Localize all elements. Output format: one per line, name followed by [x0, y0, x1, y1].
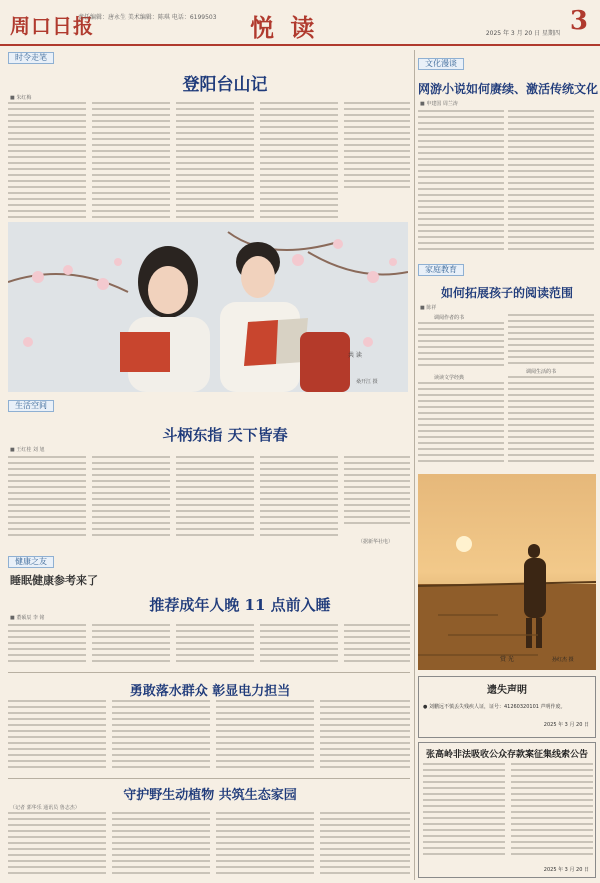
photo-credit: 孙红杰 摄	[552, 657, 574, 663]
health-body-col4	[260, 624, 338, 668]
public-notice-date: 2025 年 3 月 20 日	[543, 867, 589, 873]
wildlife-body-col2	[112, 812, 210, 880]
family-body-col1a	[418, 322, 504, 370]
health-body-col1	[8, 624, 86, 668]
section-tag-culture: 文化漫谈	[418, 58, 464, 70]
photo-credit: 桑开江 摄	[356, 379, 378, 385]
article-byline: ■ 董硕辰 李 铭	[10, 615, 45, 621]
family-body-col1b	[418, 382, 504, 468]
rescue-body-col1	[8, 700, 106, 774]
health-body-col3	[176, 624, 254, 668]
wildlife-body-col4	[320, 812, 410, 880]
article-title-webnovel: 网游小说如何赓续、激活传统文化	[418, 82, 599, 96]
photo-title: 共 读	[348, 352, 362, 359]
article-title-dengyangtai: 登阳台山记	[182, 75, 268, 95]
article-byline: ■ 王红桂 刘 旭	[10, 447, 45, 453]
article-body-col2	[92, 102, 170, 220]
webnovel-body-col2	[508, 110, 594, 256]
masthead-meta: 责任编辑：唐永生 美术编辑：陈琪 电话：6199503	[78, 14, 217, 21]
lost-notice-body: ● 刘鹏远不慎丢失残疾人证，证号：41260320101 声明作废。	[423, 704, 566, 710]
article-byline: ■ 申建国 周兰涛	[420, 101, 458, 107]
rescue-body-col4	[320, 700, 410, 774]
divider	[8, 672, 410, 673]
article-body-col4	[260, 102, 338, 220]
notice-body-col1	[423, 763, 505, 863]
article-body-col1	[8, 102, 86, 220]
life-body-col2	[92, 456, 170, 544]
health-body-col5	[344, 624, 410, 668]
public-notice-box	[418, 742, 596, 878]
column-divider	[414, 50, 415, 880]
life-body-col1	[8, 456, 86, 544]
article-title-dougbing: 斗柄东指 天下皆春	[162, 426, 288, 444]
section-tag-seasons: 时令走笔	[8, 52, 54, 64]
rescue-body-col3	[216, 700, 314, 774]
section-tag-health: 健康之友	[8, 556, 54, 568]
article-byline: ■ 朱红梅	[10, 95, 32, 101]
photo-title: 赏 光	[500, 656, 514, 663]
lost-notice-date: 2025 年 3 月 20 日	[543, 722, 589, 728]
photo-sunset-beach	[418, 474, 596, 670]
subhead-classics: 读读文学经典	[434, 375, 465, 381]
article-title-wildlife: 守护野生动植物 共筑生态家园	[123, 788, 297, 803]
article-title-reading-range: 如何拓展孩子的阅读范围	[440, 286, 573, 300]
article-byline: ■ 陈祥	[420, 305, 437, 311]
wildlife-body-col1	[8, 812, 106, 880]
subhead-life: 调阅生活的书	[526, 369, 557, 375]
article-title-sleep: 推荐成年人晚 11 点前入睡	[149, 596, 331, 614]
public-notice-title: 张高岭非法吸收公众存款案征集线索公告	[425, 750, 588, 760]
life-body-col5	[344, 456, 410, 544]
webnovel-body-col1	[418, 110, 504, 256]
subhead-author: 调阅作者的书	[434, 315, 465, 321]
page-number: 3	[569, 6, 588, 36]
article-byline: （记者 郭华乐 通讯员 鲁志杰）	[10, 805, 80, 811]
life-source: （据新华社电）	[358, 539, 394, 545]
article-title-rescue: 勇敢落水群众 彰显电力担当	[129, 684, 291, 699]
photo-reading-students	[8, 222, 408, 392]
lost-notice-box	[418, 676, 596, 738]
health-kicker: 睡眠健康参考来了	[10, 574, 98, 587]
life-body-col3	[176, 456, 254, 544]
family-body-col2b	[508, 376, 594, 468]
section-title: 悦 读	[250, 13, 319, 42]
health-body-col2	[92, 624, 170, 668]
article-body-col5	[344, 102, 410, 220]
masthead	[0, 0, 600, 46]
family-body-col2a	[508, 314, 594, 366]
article-body-col3	[176, 102, 254, 220]
rescue-body-col2	[112, 700, 210, 774]
divider	[8, 778, 410, 779]
wildlife-body-col3	[216, 812, 314, 880]
notice-body-col2	[511, 763, 593, 863]
life-body-col4	[260, 456, 338, 544]
lost-notice-title: 遗失声明	[487, 685, 527, 696]
newspaper-logo: 周口日报	[10, 14, 94, 38]
section-tag-life: 生活空间	[8, 400, 54, 412]
issue-date: 2025 年 3 月 20 日 星期四	[485, 30, 560, 37]
section-tag-family: 家庭教育	[418, 264, 464, 276]
